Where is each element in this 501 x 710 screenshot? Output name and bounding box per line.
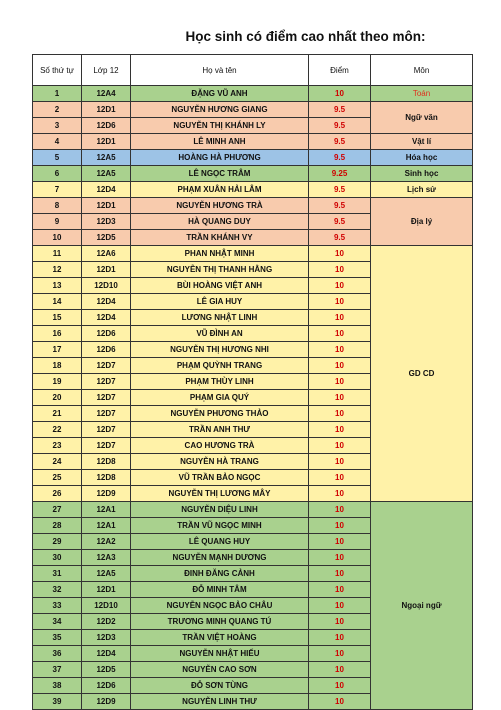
cell-stt: 7 <box>33 182 82 198</box>
header-subject: Môn <box>371 55 473 86</box>
cell-class: 12A4 <box>82 86 131 102</box>
cell-stt: 11 <box>33 246 82 262</box>
cell-class: 12D4 <box>82 182 131 198</box>
cell-class: 12A1 <box>82 502 131 518</box>
cell-score: 10 <box>309 534 371 550</box>
cell-subject: Toán <box>371 86 473 102</box>
cell-name: NGUYỄN MẠNH DƯƠNG <box>131 550 309 566</box>
cell-subject: Ngữ văn <box>371 102 473 134</box>
cell-name: NGUYỄN HƯƠNG TRÀ <box>131 198 309 214</box>
cell-stt: 22 <box>33 422 82 438</box>
cell-stt: 39 <box>33 694 82 710</box>
cell-score: 10 <box>309 390 371 406</box>
cell-name: HÀ QUANG DUY <box>131 214 309 230</box>
cell-class: 12D7 <box>82 358 131 374</box>
top-students-table <box>32 54 473 710</box>
cell-stt: 17 <box>33 342 82 358</box>
cell-class: 12D9 <box>82 694 131 710</box>
cell-name: NGUYỄN PHƯƠNG THẢO <box>131 406 309 422</box>
cell-name: NGUYỄN HƯƠNG GIANG <box>131 102 309 118</box>
cell-score: 9.5 <box>309 198 371 214</box>
cell-score: 10 <box>309 550 371 566</box>
cell-class: 12D4 <box>82 646 131 662</box>
cell-class: 12D2 <box>82 614 131 630</box>
cell-class: 12D7 <box>82 438 131 454</box>
cell-stt: 31 <box>33 566 82 582</box>
cell-class: 12D1 <box>82 262 131 278</box>
cell-score: 10 <box>309 246 371 262</box>
cell-name: ĐỖ MINH TÂM <box>131 582 309 598</box>
cell-score: 10 <box>309 694 371 710</box>
cell-name: NGUYỄN HÀ TRANG <box>131 454 309 470</box>
cell-class: 12D10 <box>82 278 131 294</box>
header-class: Lớp 12 <box>82 55 131 86</box>
cell-stt: 28 <box>33 518 82 534</box>
cell-score: 9.5 <box>309 118 371 134</box>
cell-name: TRẦN KHÁNH VY <box>131 230 309 246</box>
cell-class: 12D7 <box>82 422 131 438</box>
cell-subject: Hóa học <box>371 150 473 166</box>
cell-name: ĐINH ĐĂNG CẢNH <box>131 566 309 582</box>
header-name: Họ và tên <box>131 55 309 86</box>
cell-score: 10 <box>309 518 371 534</box>
cell-stt: 27 <box>33 502 82 518</box>
cell-name: LÊ GIA HUY <box>131 294 309 310</box>
cell-stt: 18 <box>33 358 82 374</box>
cell-class: 12D3 <box>82 630 131 646</box>
cell-name: NGUYỄN DIỆU LINH <box>131 502 309 518</box>
cell-score: 10 <box>309 310 371 326</box>
cell-class: 12D7 <box>82 390 131 406</box>
header-score: Điểm <box>309 55 371 86</box>
cell-stt: 13 <box>33 278 82 294</box>
table-row <box>33 166 473 182</box>
cell-score: 10 <box>309 422 371 438</box>
cell-stt: 20 <box>33 390 82 406</box>
cell-class: 12D1 <box>82 582 131 598</box>
cell-class: 12A5 <box>82 566 131 582</box>
cell-score: 10 <box>309 438 371 454</box>
cell-stt: 10 <box>33 230 82 246</box>
cell-score: 9.5 <box>309 102 371 118</box>
cell-class: 12D1 <box>82 198 131 214</box>
cell-class: 12A1 <box>82 518 131 534</box>
cell-score: 10 <box>309 358 371 374</box>
cell-stt: 37 <box>33 662 82 678</box>
cell-stt: 25 <box>33 470 82 486</box>
cell-score: 10 <box>309 486 371 502</box>
table-row <box>33 86 473 102</box>
cell-subject: Sinh học <box>371 166 473 182</box>
cell-name: BÙI HOÀNG VIỆT ANH <box>131 278 309 294</box>
cell-score: 10 <box>309 630 371 646</box>
cell-name: ĐỖ SƠN TÙNG <box>131 678 309 694</box>
cell-stt: 35 <box>33 630 82 646</box>
cell-name: NGUYỄN CAO SƠN <box>131 662 309 678</box>
cell-name: LÊ MINH ANH <box>131 134 309 150</box>
cell-score: 9.5 <box>309 150 371 166</box>
cell-score: 10 <box>309 614 371 630</box>
cell-subject: Địa lý <box>371 198 473 246</box>
cell-score: 10 <box>309 598 371 614</box>
page-title: Học sinh có điểm cao nhất theo môn: <box>185 29 426 44</box>
cell-class: 12A2 <box>82 534 131 550</box>
cell-stt: 36 <box>33 646 82 662</box>
cell-name: PHẠM QUỲNH TRANG <box>131 358 309 374</box>
cell-score: 10 <box>309 678 371 694</box>
cell-class: 12A3 <box>82 550 131 566</box>
cell-class: 12D8 <box>82 470 131 486</box>
cell-class: 12D6 <box>82 326 131 342</box>
cell-stt: 32 <box>33 582 82 598</box>
cell-score: 10 <box>309 374 371 390</box>
cell-class: 12D7 <box>82 374 131 390</box>
cell-name: NGUYỄN NGỌC BẢO CHÂU <box>131 598 309 614</box>
cell-class: 12D6 <box>82 678 131 694</box>
cell-class: 12D5 <box>82 230 131 246</box>
cell-class: 12D3 <box>82 214 131 230</box>
cell-name: PHAN NHẬT MINH <box>131 246 309 262</box>
cell-score: 10 <box>309 278 371 294</box>
table-row <box>33 198 473 214</box>
cell-score: 9.5 <box>309 182 371 198</box>
cell-class: 12A5 <box>82 150 131 166</box>
cell-stt: 14 <box>33 294 82 310</box>
cell-stt: 12 <box>33 262 82 278</box>
cell-stt: 21 <box>33 406 82 422</box>
cell-stt: 8 <box>33 198 82 214</box>
cell-subject: GD CD <box>371 246 473 502</box>
cell-name: VŨ TRẦN BẢO NGỌC <box>131 470 309 486</box>
cell-class: 12D6 <box>82 118 131 134</box>
table-row <box>33 246 473 262</box>
cell-score: 9.5 <box>309 230 371 246</box>
cell-stt: 3 <box>33 118 82 134</box>
cell-class: 12D1 <box>82 102 131 118</box>
cell-name: NGUYỄN THỊ THANH HẰNG <box>131 262 309 278</box>
cell-name: VŨ ĐÌNH AN <box>131 326 309 342</box>
cell-stt: 26 <box>33 486 82 502</box>
cell-name: NGUYỄN THỊ LƯƠNG MÂY <box>131 486 309 502</box>
cell-class: 12D4 <box>82 310 131 326</box>
cell-score: 10 <box>309 646 371 662</box>
cell-name: CAO HƯƠNG TRÀ <box>131 438 309 454</box>
cell-subject: Vật lí <box>371 134 473 150</box>
cell-name: LÊ NGỌC TRÂM <box>131 166 309 182</box>
table-row <box>33 134 473 150</box>
cell-name: NGUYỄN NHẬT HIẾU <box>131 646 309 662</box>
cell-class: 12D1 <box>82 134 131 150</box>
table-row <box>33 102 473 118</box>
cell-stt: 30 <box>33 550 82 566</box>
cell-class: 12D10 <box>82 598 131 614</box>
cell-stt: 15 <box>33 310 82 326</box>
cell-name: PHẠM THÙY LINH <box>131 374 309 390</box>
table-row <box>33 502 473 518</box>
table-header-row <box>33 55 473 86</box>
cell-name: TRƯƠNG MINH QUANG TÚ <box>131 614 309 630</box>
cell-name: NGUYỄN THỊ HƯƠNG NHI <box>131 342 309 358</box>
cell-class: 12D5 <box>82 662 131 678</box>
cell-class: 12D9 <box>82 486 131 502</box>
cell-name: TRẦN VŨ NGỌC MINH <box>131 518 309 534</box>
table-body <box>33 86 473 710</box>
cell-subject: Lịch sử <box>371 182 473 198</box>
cell-stt: 16 <box>33 326 82 342</box>
cell-stt: 23 <box>33 438 82 454</box>
cell-stt: 38 <box>33 678 82 694</box>
table-row <box>33 150 473 166</box>
cell-name: TRẦN ANH THƯ <box>131 422 309 438</box>
cell-score: 10 <box>309 566 371 582</box>
cell-score: 9.5 <box>309 134 371 150</box>
cell-class: 12D8 <box>82 454 131 470</box>
cell-name: HOÀNG HÀ PHƯƠNG <box>131 150 309 166</box>
cell-class: 12D4 <box>82 294 131 310</box>
cell-name: LÊ QUANG HUY <box>131 534 309 550</box>
cell-class: 12D6 <box>82 342 131 358</box>
cell-stt: 9 <box>33 214 82 230</box>
cell-stt: 4 <box>33 134 82 150</box>
cell-name: PHẠM GIA QUÝ <box>131 390 309 406</box>
table-row <box>33 182 473 198</box>
cell-stt: 6 <box>33 166 82 182</box>
cell-stt: 19 <box>33 374 82 390</box>
cell-stt: 29 <box>33 534 82 550</box>
cell-stt: 33 <box>33 598 82 614</box>
cell-stt: 2 <box>33 102 82 118</box>
cell-score: 10 <box>309 470 371 486</box>
cell-name: PHẠM XUÂN HẢI LÂM <box>131 182 309 198</box>
cell-name: NGUYỄN LINH THƯ <box>131 694 309 710</box>
cell-stt: 24 <box>33 454 82 470</box>
cell-name: LƯƠNG NHẬT LINH <box>131 310 309 326</box>
cell-score: 10 <box>309 86 371 102</box>
cell-score: 10 <box>309 406 371 422</box>
cell-class: 12A5 <box>82 166 131 182</box>
cell-score: 9.5 <box>309 214 371 230</box>
cell-name: TRẦN VIỆT HOÀNG <box>131 630 309 646</box>
cell-subject: Ngoại ngữ <box>371 502 473 710</box>
cell-score: 10 <box>309 294 371 310</box>
cell-score: 9.25 <box>309 166 371 182</box>
cell-name: ĐẶNG VŨ ANH <box>131 86 309 102</box>
cell-score: 10 <box>309 582 371 598</box>
cell-score: 10 <box>309 502 371 518</box>
cell-stt: 1 <box>33 86 82 102</box>
cell-class: 12D7 <box>82 406 131 422</box>
cell-class: 12A6 <box>82 246 131 262</box>
cell-stt: 5 <box>33 150 82 166</box>
cell-name: NGUYỄN THỊ KHÁNH LY <box>131 118 309 134</box>
cell-stt: 34 <box>33 614 82 630</box>
cell-score: 10 <box>309 342 371 358</box>
cell-score: 10 <box>309 662 371 678</box>
header-stt: Số thứ tự <box>33 55 82 86</box>
cell-score: 10 <box>309 262 371 278</box>
cell-score: 10 <box>309 326 371 342</box>
cell-score: 10 <box>309 454 371 470</box>
